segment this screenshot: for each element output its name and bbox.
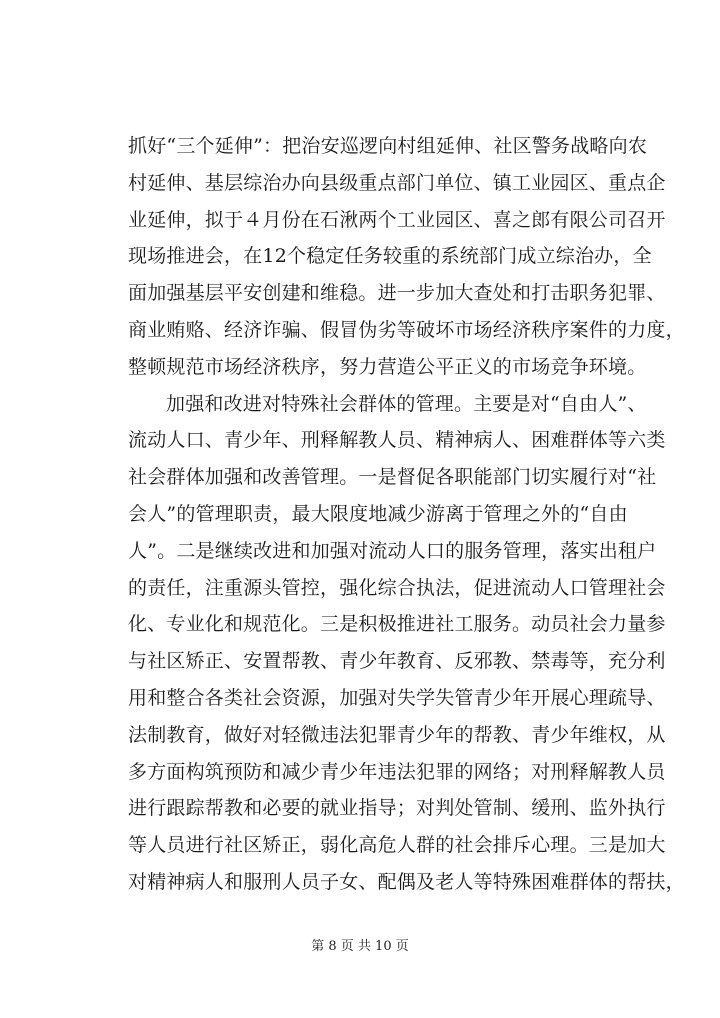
text-line: 社会群体加强和改善管理。一是督促各职能部门切实履行对“社 xyxy=(128,466,657,489)
text-line: 用和整合各类社会资源，加强对失学失管青少年开展心理疏导、 xyxy=(128,686,666,709)
paragraph-1 xyxy=(128,128,685,386)
text-line: 业延伸，拟于４月份在石湫两个工业园区、喜之郎有限公司召开 xyxy=(128,208,666,231)
text-line: 化、专业化和规范化。三是积极推进社工服务。动员社会力量参 xyxy=(128,613,666,636)
text-line: 多方面构筑预防和减少青少年违法犯罪的网络；对刑释解教人员 xyxy=(128,760,666,783)
paragraph-2 xyxy=(128,386,685,901)
text-line: 加强和改进对特殊社会群体的管理。主要是对“自由人”、 xyxy=(166,392,647,415)
text-line: 面加强基层平安创建和维稳。进一步加大查处和打击职务犯罪、 xyxy=(128,282,666,305)
text-line: 整顿规范市场经济秩序，努力营造公平正义的市场竞争环境。 xyxy=(128,355,647,378)
text-line: 流动人口、青少年、刑释解教人员、精神病人、困难群体等六类 xyxy=(128,429,666,452)
text-line: 对精神病人和服刑人员子女、配偶及老人等特殊困难群体的帮扶， xyxy=(128,870,685,893)
text-line: 村延伸、基层综治办向县级重点部门单位、镇工业园区、重点企 xyxy=(128,171,666,194)
text-line: 等人员进行社区矫正，弱化高危人群的社会排斥心理。三是加大 xyxy=(128,834,666,857)
body-text xyxy=(128,128,685,901)
page-footer xyxy=(0,938,720,956)
text-line: 会人”的管理职责，最大限度地减少游离于管理之外的“自由 xyxy=(128,502,628,525)
text-line: 抓好“三个延伸”：把治安巡逻向村组延伸、社区警务战略向农 xyxy=(128,135,648,157)
text-line: 现场推进会，在12个稳定任务较重的系统部门成立综治办，全 xyxy=(128,245,652,268)
text-line: 商业贿赂、经济诈骗、假冒伪劣等破坏市场经济秩序案件的力度， xyxy=(128,318,685,341)
text-line: 法制教育，做好对轻微违法犯罪青少年的帮教、青少年维权，从 xyxy=(128,723,666,746)
text-line: 的责任，注重源头管控，强化综合执法，促进流动人口管理社会 xyxy=(128,576,666,599)
text-line: 进行跟踪帮教和必要的就业指导；对判处管制、缓刑、监外执行 xyxy=(128,797,666,820)
text-line: 人”。二是继续改进和加强对流动人口的服务管理，落实出租户 xyxy=(128,539,657,562)
page-number: 第 8 页 共 10 页 xyxy=(311,939,409,954)
text-line: 与社区矫正、安置帮教、青少年教育、反邪教、禁毒等，充分利 xyxy=(128,650,666,673)
